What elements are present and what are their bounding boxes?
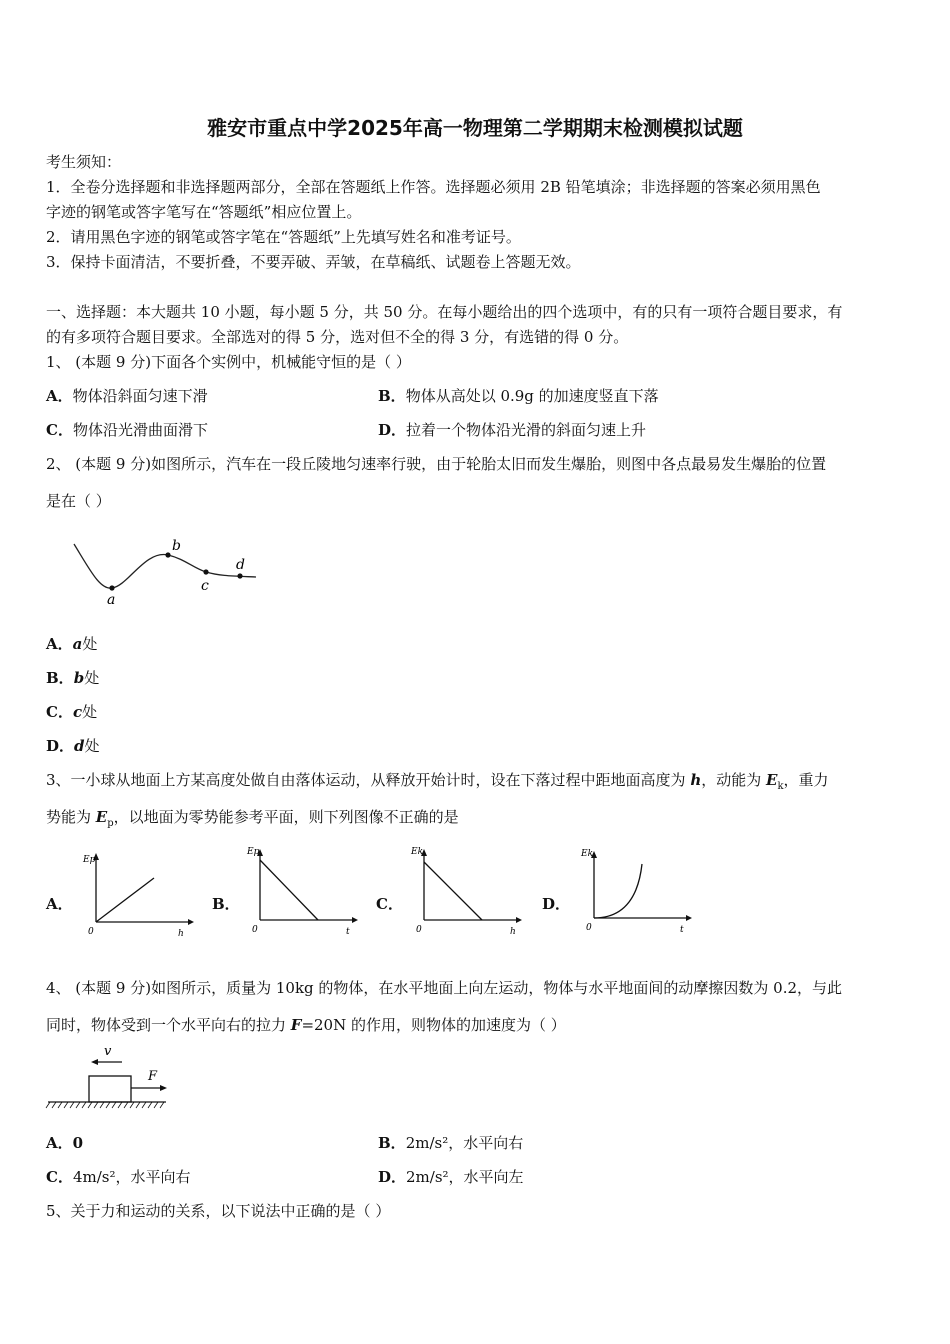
q3-option-b-label[interactable]: B． (212, 895, 240, 913)
q2-stem: 2、 (本题 9 分)如图所示，汽车在一段丘陵地匀速率行驶，由于轮胎太旧而发生爆胎，则图中各点最易发生爆胎的位置 (46, 455, 827, 473)
velocity-label: v (104, 1044, 112, 1059)
q4-option-d[interactable]: D．2m/s²，水平向左 (378, 1168, 524, 1186)
q2-stem: 是在（ ） (46, 492, 111, 510)
q3-option-a-label[interactable]: A． (46, 895, 73, 913)
point-b (165, 552, 170, 557)
q1-option-a[interactable]: A．物体沿斜面匀速下滑 (46, 387, 208, 405)
page-title: 雅安市重点中学2025年高一物理第二学期期末检测模拟试题 (207, 116, 743, 140)
graph-c-xlabel: h (510, 927, 516, 936)
q4-option-c[interactable]: C．4m/s²，水平向右 (46, 1168, 191, 1186)
q3-option-c-label[interactable]: C． (376, 895, 403, 913)
q4-option-a[interactable]: A．0 (46, 1134, 84, 1152)
graph-d-ylabel: Ek (581, 849, 594, 859)
q2-option-b[interactable]: B．b处 (46, 669, 100, 687)
q3-stem: 势能为 $E_p$，以地面为零势能参考平面，则下列图像不正确的是 (46, 808, 459, 829)
block (89, 1076, 131, 1102)
point-d (237, 573, 242, 578)
graph-a-xlabel: h (178, 929, 184, 939)
q3-graph-c[interactable] (408, 844, 523, 936)
q3-graph-b[interactable] (244, 844, 359, 936)
force-label: F (148, 1069, 158, 1084)
label-a: a (107, 592, 116, 608)
graph-d-xlabel: t (680, 925, 684, 935)
graph-b-ylabel: Ep (247, 847, 260, 857)
graph-a-line (96, 878, 154, 922)
label-d: d (236, 557, 245, 573)
notice-heading: 考生须知： (46, 153, 122, 171)
block-force-figure (44, 1040, 174, 1112)
q3-graph-a[interactable] (80, 848, 195, 940)
graph-a-origin: 0 (88, 927, 94, 937)
q1-option-d[interactable]: D．拉着一个物体沿光滑的斜面匀速上升 (378, 421, 647, 439)
label-b: b (172, 538, 181, 554)
q3-graph-d[interactable] (578, 846, 693, 938)
notice-item: 1．全卷分选择题和非选择题两部分，全部在答题纸上作答。选择题必须用 2B 铅笔填涂；非选择题的答案必须用黑色 (46, 178, 821, 196)
graph-b-line (260, 860, 318, 920)
graph-b-origin: 0 (252, 925, 258, 935)
q2-option-c[interactable]: C．c处 (46, 703, 98, 721)
q1-stem: 1、 (本题 9 分)下面各个实例中，机械能守恒的是（ ） (46, 353, 411, 371)
notice-item: 3．保持卡面清洁，不要折叠，不要弄破、弄皱，在草稿纸、试题卷上答题无效。 (46, 253, 581, 271)
point-c (203, 569, 208, 574)
q4-stem: 4、 (本题 9 分)如图所示，质量为 10kg 的物体，在水平地面上向左运动，物体与水平地面间的动摩擦因数为 0.2，与此 (46, 979, 843, 997)
graph-c-ylabel: Ek (411, 847, 424, 857)
q1-option-b[interactable]: B．物体从高处以 0.9g 的加速度竖直下落 (378, 387, 659, 405)
point-a (109, 585, 114, 590)
notice-item: 字迹的钢笔或答字笔写在“答题纸”相应位置上。 (46, 203, 362, 221)
graph-c-origin: 0 (416, 925, 422, 935)
q2-option-a[interactable]: A．a处 (46, 635, 98, 653)
q5-stem: 5、关于力和运动的关系，以下说法中正确的是（ ） (46, 1202, 391, 1220)
q4-stem: 同时，物体受到一个水平向右的拉力 F=20N 的作用，则物体的加速度为（ ） (46, 1016, 566, 1034)
notice-item: 2．请用黑色字迹的钢笔或答字笔在“答题纸”上先填写姓名和准考证号。 (46, 228, 521, 246)
graph-b-xlabel: t (346, 927, 350, 936)
section-intro: 一、选择题：本大题共 10 小题，每小题 5 分，共 50 分。在每小题给出的四个选项中，有的只有一项符合题目要求，有 (46, 303, 843, 321)
label-c: c (201, 578, 209, 594)
q4-option-b[interactable]: B．2m/s²，水平向右 (378, 1134, 524, 1152)
q3-option-d-label[interactable]: D． (542, 895, 571, 913)
section-intro: 的有多项符合题目要求。全部选对的得 5 分，选对但不全的得 3 分，有选错的得 0 分。 (46, 328, 629, 346)
q1-option-c[interactable]: C．物体沿光滑曲面滑下 (46, 421, 208, 439)
hill-road-figure (60, 530, 270, 610)
graph-d-origin: 0 (586, 923, 592, 933)
graph-d-curve (594, 864, 642, 918)
q2-option-d[interactable]: D．d处 (46, 737, 100, 755)
graph-a-ylabel: Ep (83, 855, 96, 865)
graph-c-line (424, 862, 482, 920)
q3-stem: 3、一小球从地面上方某高度处做自由落体运动，从释放开始计时，设在下落过程中距地面高度为 h，动能为 $E_k$，重力 (46, 771, 829, 792)
